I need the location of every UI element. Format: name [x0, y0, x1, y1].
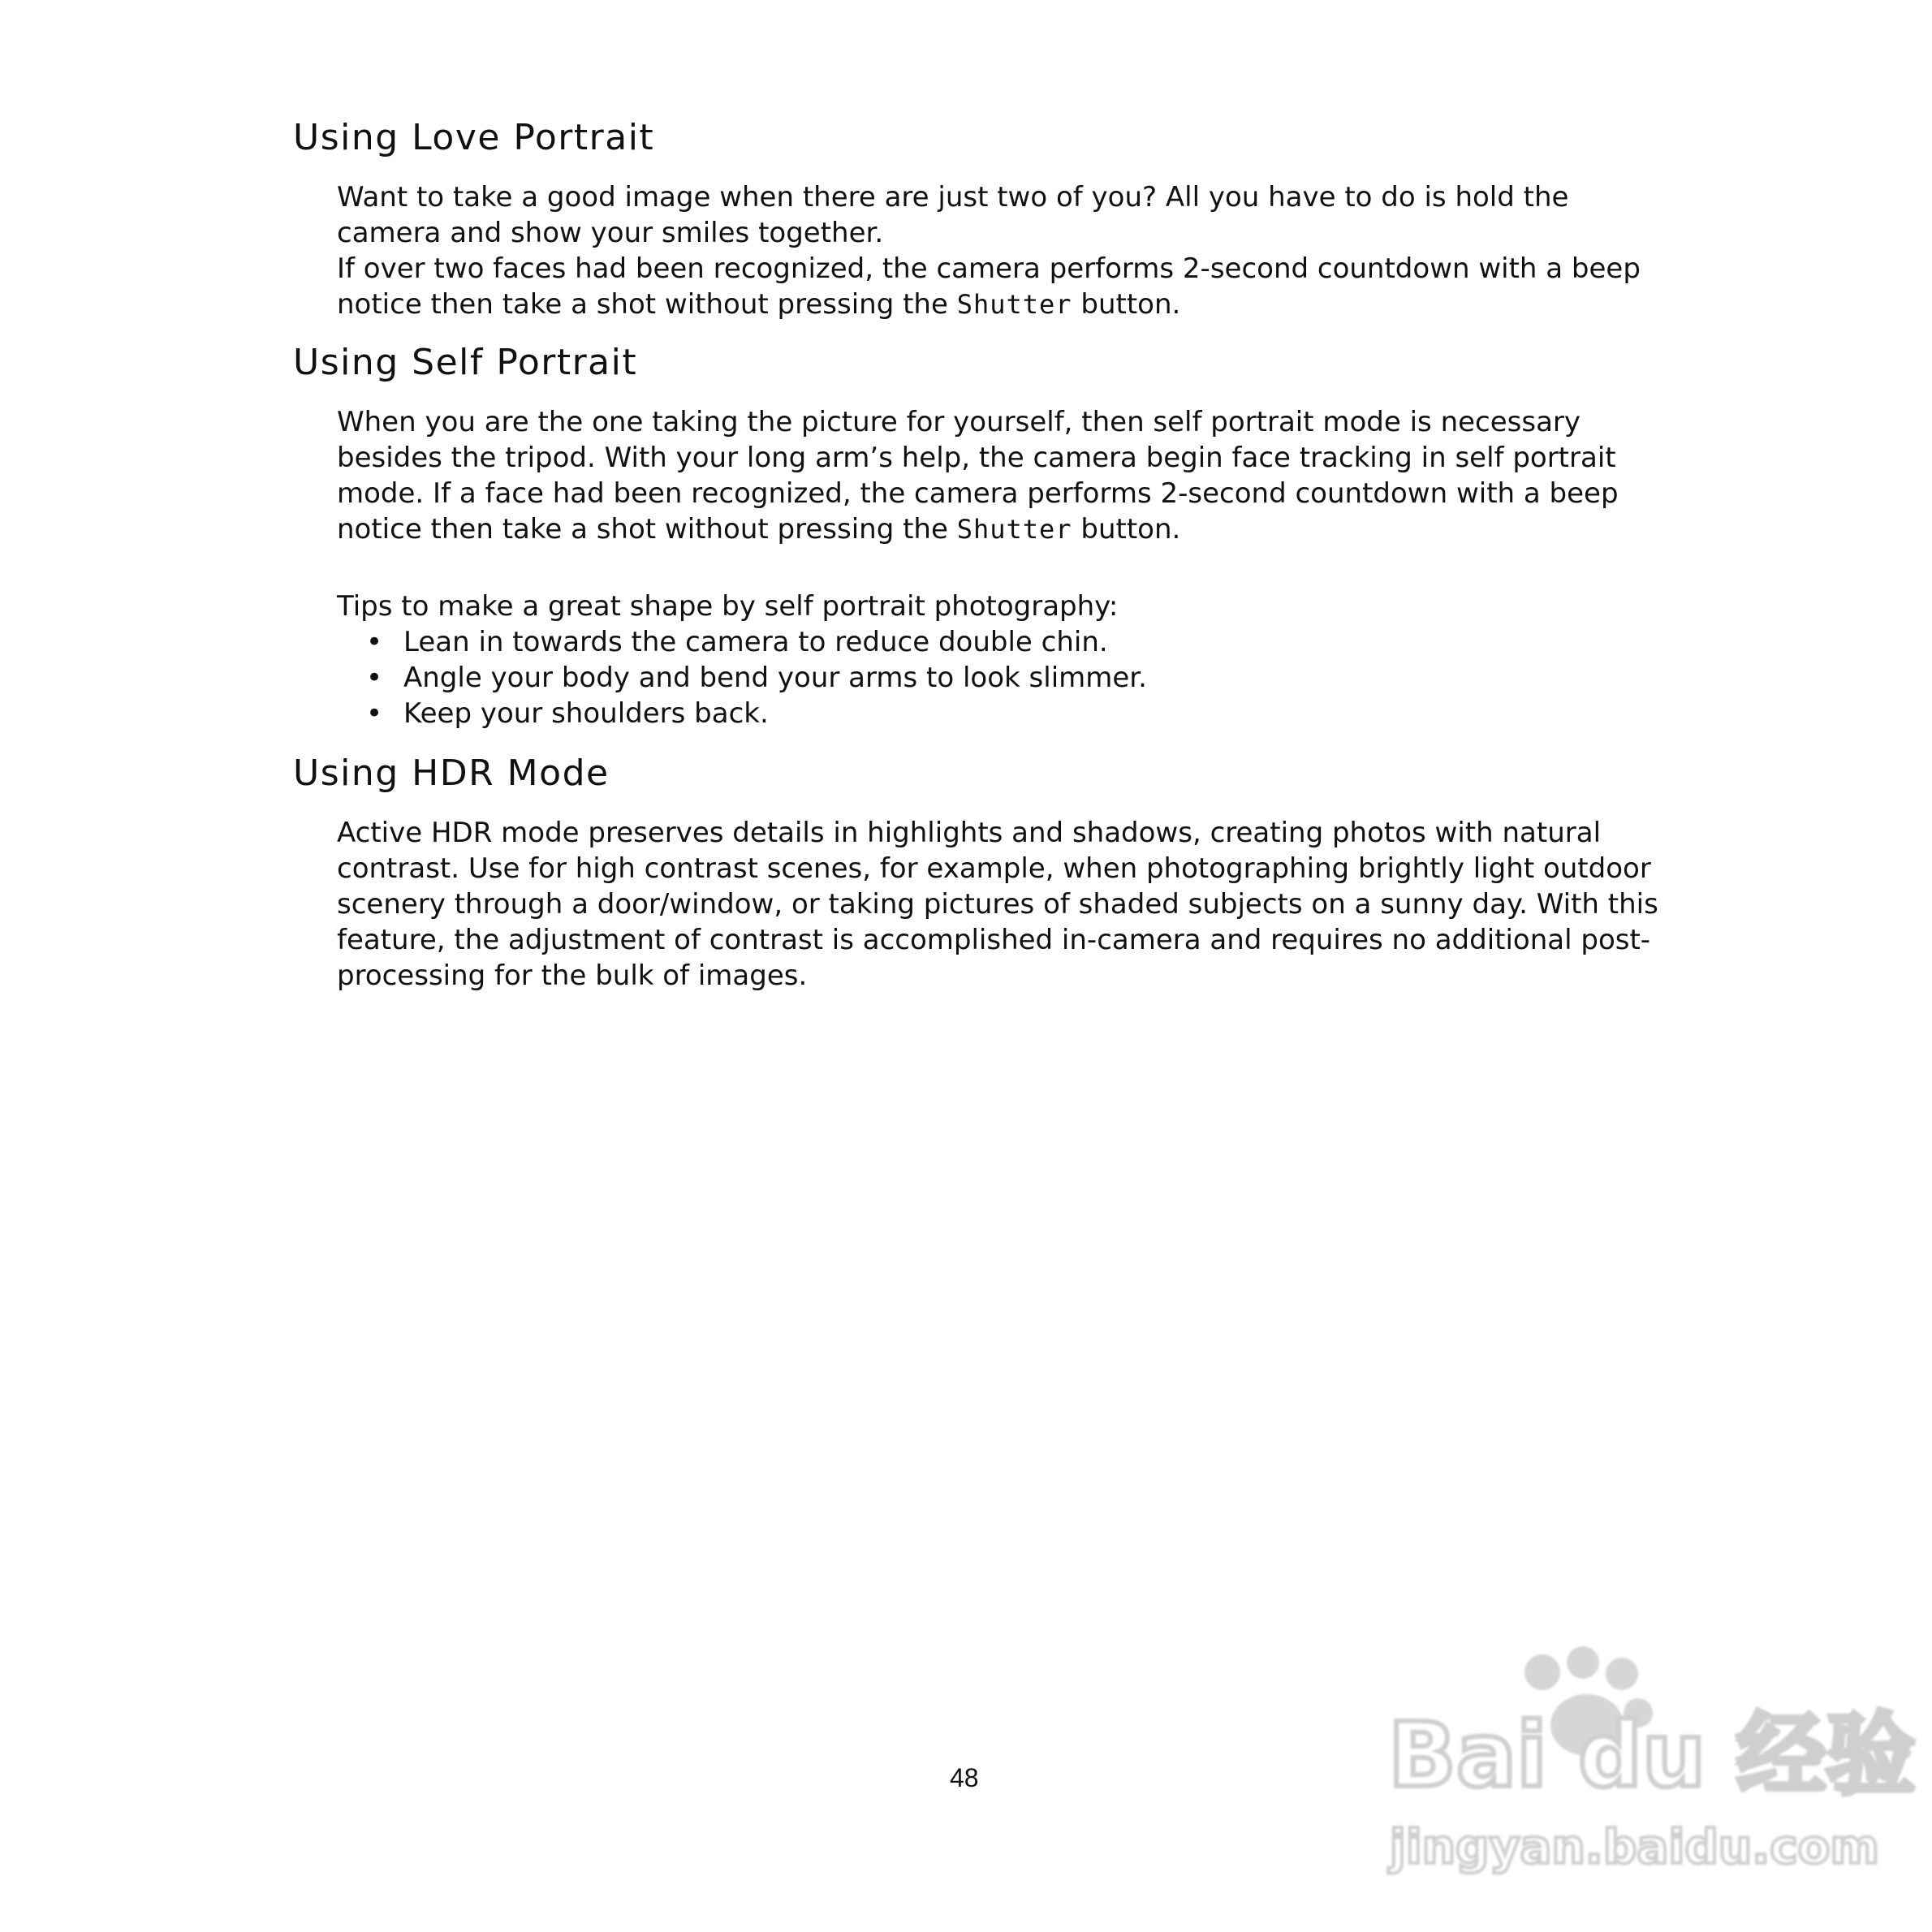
- watermark-brand-text: Bai du 经验: [1388, 1703, 1916, 1807]
- bullet-icon: •: [366, 626, 383, 658]
- tip-text: Keep your shoulders back.: [403, 697, 769, 730]
- heading-self-portrait: Using Self Portrait: [293, 342, 638, 383]
- bullet-icon: •: [366, 662, 383, 694]
- hdr-mode-paragraph: Active HDR mode preserves details in highlights and shadows, creating photos with natural contrast. Use for high contrast scenes, for example, when photographing brightly light outdoor scenery through a door/window, or taking pictures of shaded subjects on a sunny day. With this feature, the adjustment of contrast is accomplished in-camera and requires no additional post-processing for the bulk of images.: [337, 817, 1658, 992]
- heading-love-portrait: Using Love Portrait: [293, 117, 655, 158]
- list-item: [337, 624, 1668, 660]
- shutter-button-label: Shutter: [956, 289, 1072, 320]
- bullet-icon: •: [366, 697, 383, 730]
- shutter-button-label: Shutter: [956, 514, 1072, 545]
- list-item: [337, 696, 1668, 731]
- self-portrait-paragraph: [337, 404, 1668, 547]
- love-portrait-paragraph-1: Want to take a good image when there are just two of you? All you have to do is hold the camera and show your smiles together.: [337, 181, 1569, 249]
- list-item: [337, 660, 1668, 696]
- self-portrait-text: When you are the one taking the picture for yourself, then self portrait mode is necessary besides the tripod. With your long arm’s help, the camera begin face tracking in self portrait mode. If a face had been recognized, the camera performs 2-second countdown with a beep notice then take a shot without pressing the: [337, 406, 1619, 546]
- watermark-url-text: jingyan.baidu.com: [1390, 1819, 1879, 1874]
- tip-text: Angle your body and bend your arms to look slimmer.: [403, 662, 1147, 694]
- tips-list: [337, 624, 1668, 731]
- baidu-watermark-logo: [1380, 1648, 1916, 1891]
- love-portrait-text-end: button.: [1072, 288, 1181, 321]
- page-number: 48: [950, 1763, 979, 1792]
- self-portrait-text-end: button.: [1072, 513, 1181, 546]
- love-portrait-body: [337, 179, 1668, 322]
- love-portrait-paragraph-2: [337, 251, 1668, 322]
- self-portrait-tips: [337, 589, 1668, 731]
- hdr-mode-body: [337, 815, 1668, 994]
- tip-text: Lean in towards the camera to reduce double chin.: [403, 626, 1108, 658]
- tips-intro: Tips to make a great shape by self portrait photography:: [337, 590, 1119, 623]
- heading-hdr-mode: Using HDR Mode: [293, 753, 610, 794]
- love-portrait-text: If over two faces had been recognized, the camera performs 2-second countdown with a beep notice then take a shot without pressing the: [337, 252, 1641, 321]
- self-portrait-body: [337, 404, 1668, 547]
